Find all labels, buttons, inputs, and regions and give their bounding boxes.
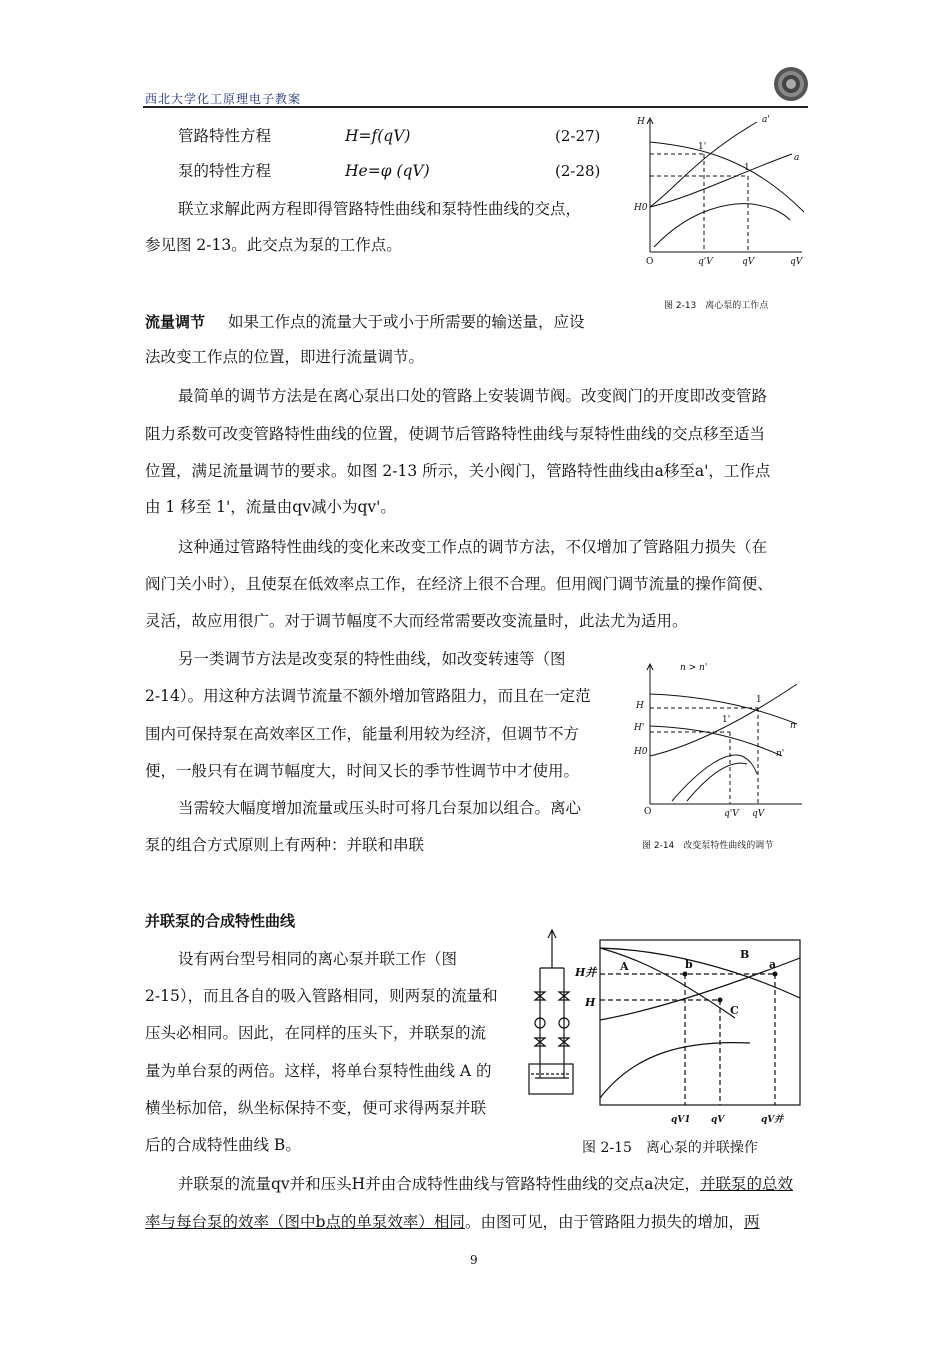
para2-line2: 阻力系数可改变管路特性曲线的位置，使调节后管路特性曲线与泵特性曲线的交点移至适当 — [145, 425, 766, 443]
fig214-qv-prime: q'V — [724, 809, 739, 819]
section2-line1: 设有两台型号相同的离心泵并联工作（图 — [178, 950, 458, 968]
eq2-label: 泵的特性方程 — [178, 162, 272, 180]
para1-line2: 参见图 2-13。此交点为泵的工作点。 — [145, 236, 402, 254]
section2-line3: 压头必相同。因此，在同样的压头下，并联泵的流 — [145, 1024, 487, 1042]
eq1-formula: H=f(qV) — [345, 127, 411, 145]
section2-line2: 2-15），而且各自的吸入管路相同，则两泵的流量和 — [145, 987, 498, 1005]
fig214-top-label: n > n' — [680, 663, 708, 673]
fig215-label-H: H — [585, 996, 596, 1009]
para3-line1: 这种通过管路特性曲线的变化来改变工作点的调节方法，不仅增加了管路阻力损失（在 — [178, 538, 768, 556]
fig214-qv: qV — [752, 809, 765, 819]
section2-line6: 后的合成特性曲线 B。 — [145, 1136, 301, 1154]
para2-line3: 位置，满足流量调节的要求。如图 2-13 所示，关小阀门，管路特性曲线由a移至a'，工作点 — [145, 462, 771, 480]
eq1-label: 管路特性方程 — [178, 127, 272, 145]
para5-line2-text: 。由图可见，由于管路阻力损失的增加， — [464, 1213, 744, 1231]
fig213-a: a — [794, 153, 800, 163]
fig213-H0: H0 — [634, 203, 648, 213]
para4-line4: 便，一般只有在调节幅度大，时间又长的季节性调节中才使用。 — [145, 762, 580, 780]
fig213-O: O — [646, 257, 654, 267]
fig213-H: H — [637, 117, 645, 127]
para2-line4: 由 1 移至 1'，流量由qv减小为qv'。 — [145, 498, 396, 516]
section1-line2: 法改变工作点的位置，即进行流量调节。 — [145, 348, 425, 366]
header-rule — [143, 106, 808, 108]
eq2-formula: He=φ (qV) — [345, 162, 430, 180]
fig214-point-1-prime: 1' — [722, 715, 731, 725]
figure-2-14 — [632, 656, 812, 824]
para4-line6: 泵的组合方式原则上有两种：并联和串联 — [145, 836, 425, 854]
para5-line1-underlined: 并联泵的总效 — [699, 1175, 793, 1193]
para4-line1: 另一类调节方法是改变泵的特性曲线，如改变转速等（图 — [178, 650, 566, 668]
fig214-caption: 图 2-14 改变泵特性曲线的调节 — [642, 841, 774, 851]
fig214-n-prime: n' — [776, 749, 785, 759]
para5-line1-text: 并联泵的流量qv并和压头H并由合成特性曲线与管路特性曲线的交点a决定， — [178, 1175, 700, 1193]
section2-line4: 量为单台泵的两倍。这样，将单台泵特性曲线 A 的 — [145, 1062, 492, 1080]
para3-line3: 灵活，故应用很广。对于调节幅度不大而经常需要改变流量时，此法尤为适用。 — [145, 612, 688, 630]
figure-2-13 — [632, 112, 812, 272]
para3-line2: 阀门关小时），且使泵在低效率点工作，在经济上很不合理。但用阀门调节流量的操作简便、 — [145, 575, 773, 593]
university-seal-icon — [773, 66, 809, 102]
para2-line1: 最简单的调节方法是在离心泵出口处的管路上安装调节阀。改变阀门的开度即改变管路 — [178, 387, 768, 405]
fig213-caption: 图 2-13 离心泵的工作点 — [664, 301, 769, 311]
para5-line2-underlined: 率与每台泵的效率（图中b点的单泵效率）相同 — [145, 1213, 465, 1231]
para5-line2-underlined-end: 两 — [743, 1213, 760, 1231]
section2-line5: 横坐标加倍，纵坐标保持不变，便可求得两泵并联 — [145, 1099, 487, 1117]
section1-heading: 流量调节 — [145, 313, 206, 331]
para4-line2: 2-14）。用这种方法调节流量不额外增加管路阻力，而且在一定范 — [145, 687, 591, 705]
fig214-H-prime: H' — [634, 723, 645, 733]
fig215-label-A: A — [620, 960, 629, 973]
page-number: 9 — [470, 1253, 478, 1267]
fig214-H0: H0 — [634, 747, 648, 757]
header-title: 西北大学化工原理电子教案 — [145, 92, 302, 106]
fig215-label-qv: qV — [711, 1115, 725, 1125]
fig214-H: H — [636, 701, 644, 711]
fig213-point-1: 1 — [744, 163, 750, 173]
fig213-qv-axis: qV — [790, 257, 803, 267]
fig215-label-H-par: H并 — [575, 966, 597, 979]
fig213-point-1-prime: 1' — [698, 142, 707, 152]
fig215-label-qv1: qV1 — [671, 1115, 691, 1125]
fig215-label-b: b — [685, 958, 693, 971]
section2-heading: 并联泵的合成特性曲线 — [145, 912, 296, 930]
fig215-label-qv-par: qV并 — [761, 1115, 784, 1125]
fig215-label-a: a — [769, 958, 777, 971]
para1-line1: 联立求解此两方程即得管路特性曲线和泵特性曲线的交点， — [178, 200, 582, 218]
fig213-a-prime: a' — [762, 115, 770, 125]
fig214-n: n — [790, 721, 796, 731]
para5-line1 — [178, 1174, 793, 1194]
fig214-point-1: 1 — [756, 695, 762, 705]
fig215-caption: 图 2-15 离心泵的并联操作 — [582, 1140, 758, 1156]
figure-2-15 — [525, 928, 815, 1128]
para4-line5: 当需较大幅度增加流量或压头时可将几台泵加以组合。离心 — [178, 799, 582, 817]
eq1-number: (2-27) — [555, 127, 601, 145]
para5-line2 — [145, 1212, 759, 1232]
eq2-number: (2-28) — [555, 162, 601, 180]
para4-line3: 围内可保持泵在高效率区工作，能量利用较为经济，但调节不方 — [145, 725, 580, 743]
section1-line1: 如果工作点的流量大于或小于所需要的输送量，应设 — [228, 313, 585, 331]
fig215-label-C: C — [730, 1004, 739, 1017]
fig213-qv-prime: q'V — [698, 257, 713, 267]
fig214-O: O — [644, 807, 652, 817]
fig213-qv: qV — [742, 257, 755, 267]
fig215-label-B: B — [740, 948, 750, 961]
